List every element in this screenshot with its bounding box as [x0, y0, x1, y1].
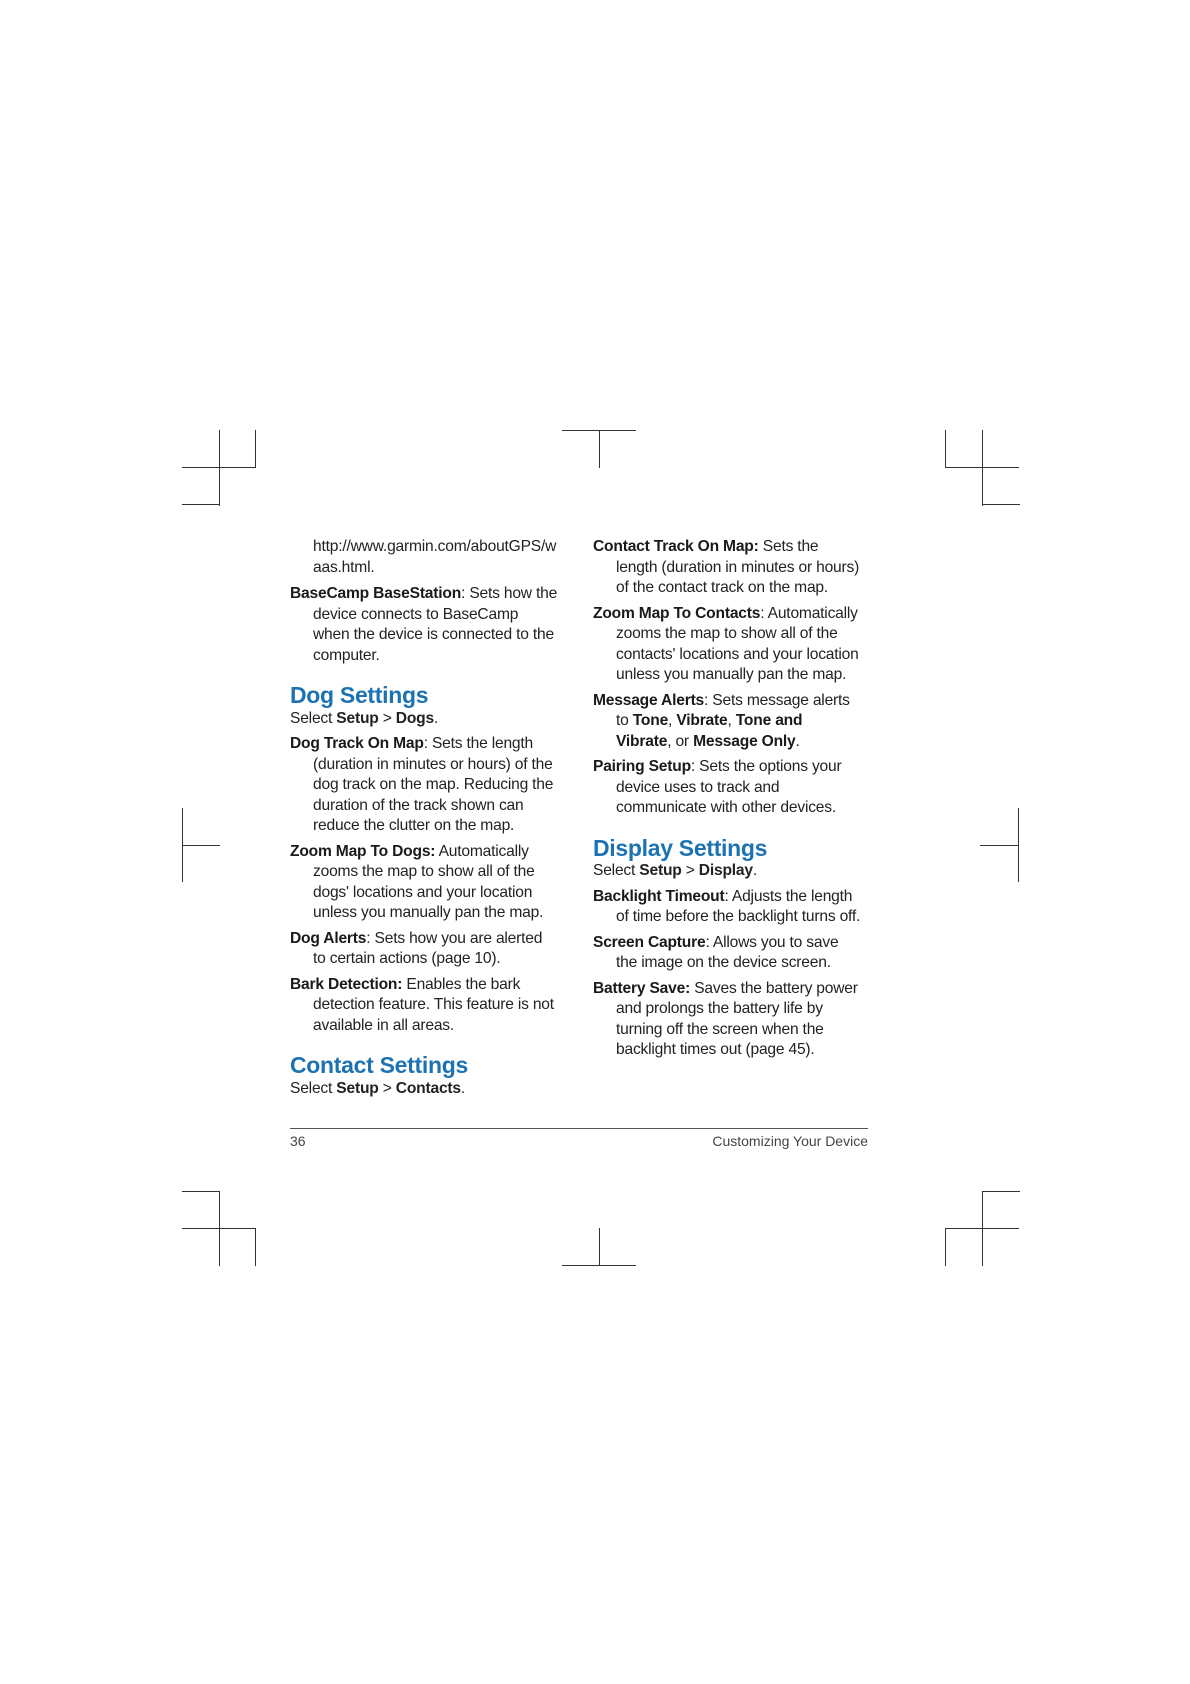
crop-mark — [182, 1191, 220, 1192]
entry-term: Pairing Setup — [593, 758, 691, 775]
page-number: 36 — [290, 1133, 306, 1149]
entry-term: Message Alerts — [593, 691, 705, 709]
crop-mark — [945, 430, 946, 467]
backlight-timeout-entry — [593, 887, 861, 928]
contact-settings-heading: Contact Settings — [290, 1052, 468, 1078]
entry-text: : Automatically zooms the map to show all of the contacts' locations and your location unless you manually pan the map. — [616, 604, 859, 683]
crop-mark — [980, 845, 1018, 846]
entry-term: Backlight Timeout — [593, 887, 725, 905]
crop-mark — [982, 430, 983, 506]
entry-text: : Allows you to save the image on the device screen. — [616, 933, 839, 971]
footer-divider — [290, 1128, 868, 1129]
left-column — [290, 537, 558, 1104]
entry-text: : Adjusts the length of time before the backlight turns off. — [616, 887, 861, 925]
entry-term: Bark Detection: — [290, 975, 403, 993]
message-alerts-entry: Message Alerts: Sets message alerts to Tone, Vibrate, Tone and Vibrate, or Message Only. — [593, 691, 850, 750]
crop-mark — [255, 430, 256, 467]
footer-section-title: Customizing Your Device — [712, 1133, 868, 1149]
crop-mark — [945, 467, 1019, 468]
entry-term: Contact Track On Map: — [593, 538, 759, 555]
dog-track-entry — [290, 734, 558, 837]
entry-text: Enables the bark detection feature. This feature is not available in all areas. — [313, 975, 554, 1034]
crop-mark — [982, 504, 1020, 505]
crop-mark — [182, 467, 256, 468]
entry-text: Sets the length (duration in minutes or hours) of the contact track on the map. — [616, 538, 860, 596]
crop-mark — [982, 1191, 983, 1266]
crop-mark — [255, 1228, 256, 1266]
crop-mark — [219, 430, 220, 506]
dog-select-path: Select Setup > Dogs. — [290, 709, 439, 727]
crop-mark — [219, 1191, 220, 1266]
crop-mark — [599, 1228, 600, 1266]
entry-term: Battery Save: — [593, 979, 691, 997]
dog-alerts-entry — [290, 929, 558, 970]
entry-term: Screen Capture — [593, 933, 706, 951]
battery-save-entry — [593, 979, 861, 1061]
entry-term: Zoom Map To Dogs: — [290, 842, 436, 860]
dog-settings-heading: Dog Settings — [290, 682, 429, 708]
crop-mark — [945, 1228, 946, 1266]
entry-term: Dog Alerts — [290, 929, 367, 947]
bark-detection-entry — [290, 975, 558, 1037]
entry-term: Zoom Map To Contacts — [593, 604, 761, 622]
crop-mark — [182, 845, 220, 846]
contact-select-path: Select Setup > Contacts. — [290, 1079, 466, 1097]
zoom-map-dogs-entry — [290, 842, 558, 924]
crop-mark — [562, 1265, 636, 1266]
right-column — [593, 537, 861, 1066]
crop-mark — [182, 504, 220, 505]
crop-mark — [982, 1191, 1020, 1192]
entry-text: Automatically zooms the map to show all of the dogs' locations and your location unless you manually pan the map. — [313, 842, 544, 921]
display-settings-heading: Display Settings — [593, 834, 768, 861]
waas-url: http://www.garmin.com/aboutGPS/waas.html. — [313, 538, 557, 576]
entry-term: BaseCamp BaseStation — [290, 585, 462, 602]
entry-text: : Sets the length (duration in minutes or hours) of the dog track on the map. Reducing the duration of the track shown can reduce the clutter on the map. — [313, 735, 554, 834]
contact-track-entry — [593, 537, 861, 599]
display-select-path: Select Setup > Display. — [593, 862, 757, 879]
entry-term: Dog Track On Map — [290, 735, 424, 752]
entry-text: : Sets how you are alerted to certain actions (page 10). — [313, 929, 543, 967]
basecamp-entry — [290, 584, 558, 666]
pairing-setup-entry — [593, 757, 861, 819]
crop-mark — [599, 430, 600, 468]
entry-text: Saves the battery power and prolongs the battery life by turning off the screen when the backlight times out (page 45). — [616, 979, 858, 1058]
screen-capture-entry — [593, 933, 861, 974]
entry-text: : Sets how the device connects to BaseCamp when the device is connected to the computer. — [313, 585, 558, 664]
entry-text: : Sets the options your device uses to track and communicate with other devices. — [616, 758, 842, 816]
crop-mark — [1018, 808, 1019, 882]
zoom-map-contacts-entry — [593, 604, 861, 686]
